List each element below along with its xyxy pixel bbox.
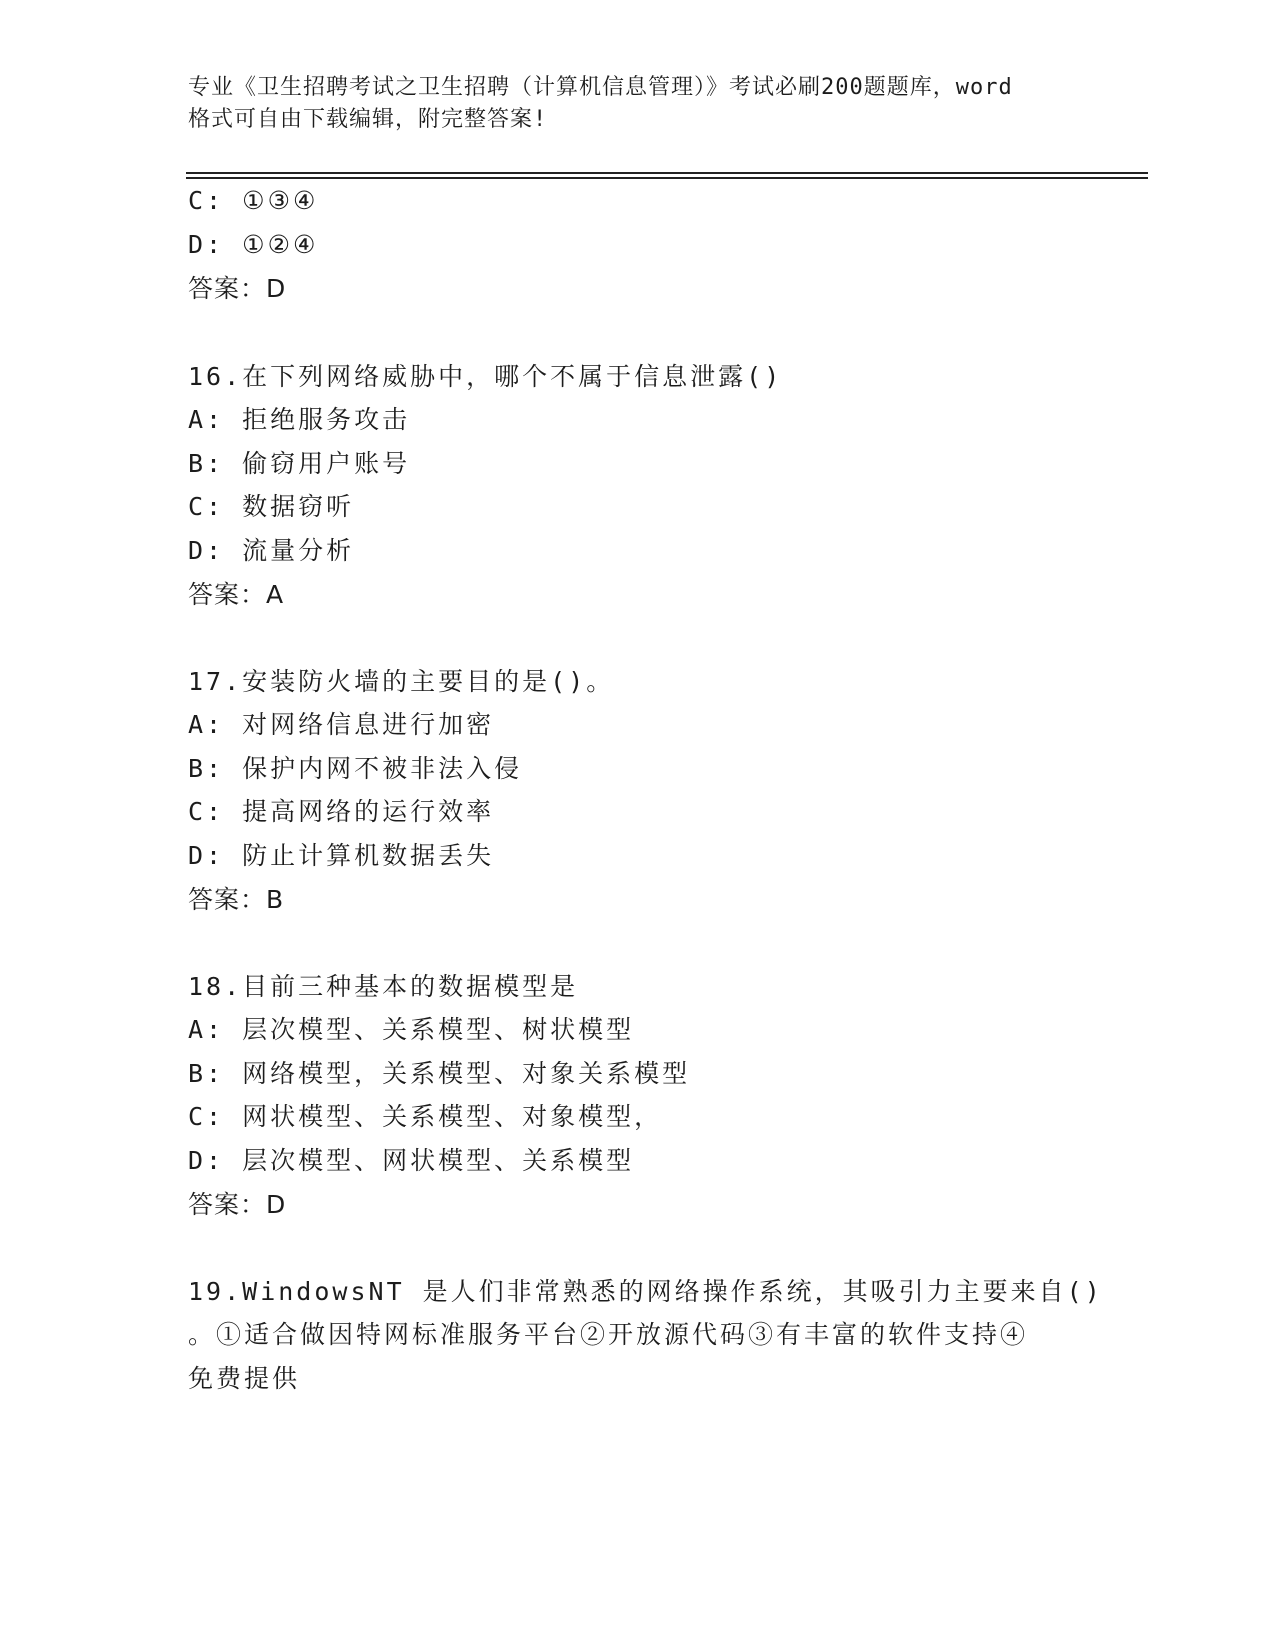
- q16-option-a: A: 拒绝服务攻击: [188, 405, 411, 434]
- q17-option-b: B: 保护内网不被非法入侵: [188, 754, 523, 783]
- q15-answer: 答案：D: [188, 274, 287, 303]
- q15-option-c: C: ①③④: [188, 186, 319, 215]
- document-header: [188, 72, 1088, 136]
- q18-question: 18.目前三种基本的数据模型是: [188, 972, 579, 1001]
- header-divider-top: [186, 172, 1148, 174]
- q16-option-b: B: 偷窃用户账号: [188, 449, 411, 478]
- q16-option-c: C: 数据窃听: [188, 492, 355, 521]
- q19-question-line-3: 免费提供: [188, 1364, 301, 1393]
- q18-option-d: D: 层次模型、网状模型、关系模型: [188, 1146, 635, 1175]
- q17-option-c: C: 提高网络的运行效率: [188, 797, 495, 826]
- q15-option-d: D: ①②④: [188, 230, 319, 259]
- header-line-1: 专业《卫生招聘考试之卫生招聘（计算机信息管理）》考试必刷200题题库，word: [188, 75, 1013, 100]
- q16-answer: 答案：A: [188, 580, 285, 609]
- header-divider-bottom: [186, 177, 1148, 179]
- q17-question: 17.安装防火墙的主要目的是()。: [188, 667, 615, 696]
- q18-option-c: C: 网状模型、关系模型、对象模型，: [188, 1102, 663, 1131]
- q17-option-a: A: 对网络信息进行加密: [188, 710, 495, 739]
- q18-answer: 答案：D: [188, 1190, 287, 1219]
- q17-option-d: D: 防止计算机数据丢失: [188, 841, 495, 870]
- q18-option-a: A: 层次模型、关系模型、树状模型: [188, 1015, 635, 1044]
- header-line-2: 格式可自由下载编辑，附完整答案!: [188, 107, 548, 132]
- q16-question: 16.在下列网络威胁中，哪个不属于信息泄露(): [188, 362, 783, 391]
- q19-question-line-2: 。①适合做因特网标准服务平台②开放源代码③有丰富的软件支持④: [188, 1320, 1029, 1349]
- q19-question-line-1: 19.WindowsNT 是人们非常熟悉的网络操作系统，其吸引力主要来自(): [188, 1277, 1103, 1306]
- q17-answer: 答案：B: [188, 885, 285, 914]
- q18-option-b: B: 网络模型，关系模型、对象关系模型: [188, 1059, 691, 1088]
- q16-option-d: D: 流量分析: [188, 536, 355, 565]
